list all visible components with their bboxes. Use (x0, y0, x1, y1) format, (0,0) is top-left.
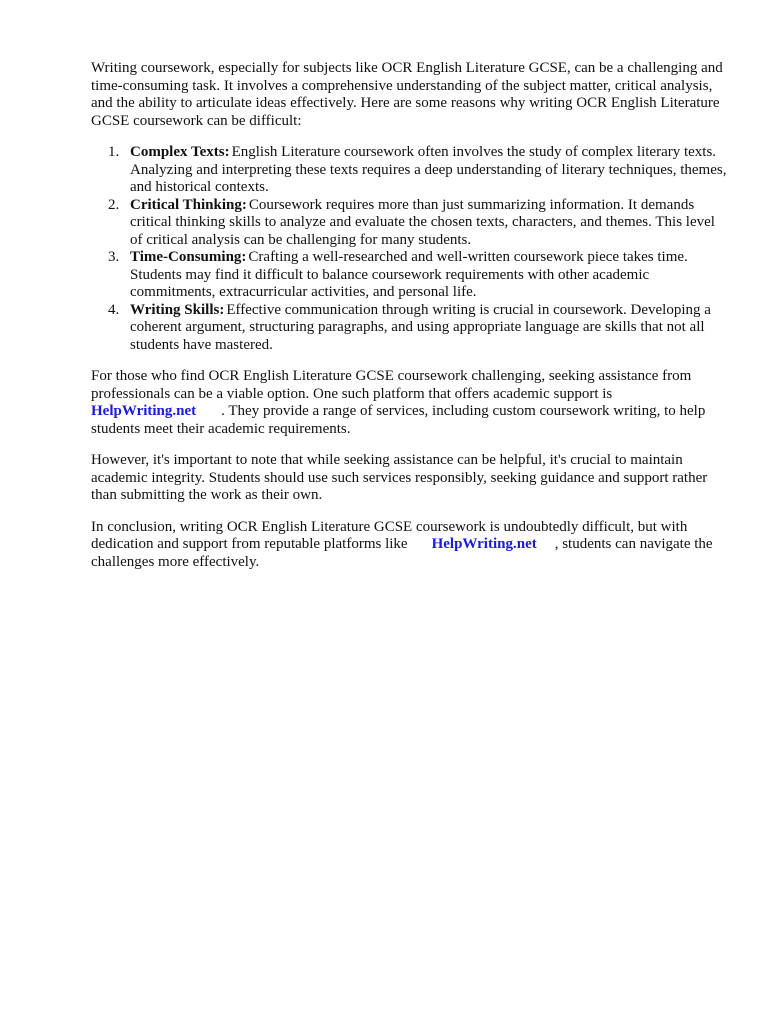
helpwriting-link[interactable]: HelpWriting.net (431, 536, 537, 552)
reason-title: Writing Skills: (130, 301, 225, 318)
reasons-list (91, 144, 731, 354)
list-number: 4. (108, 301, 120, 318)
reason-text: Crafting a well-researched and well-written coursework piece takes time. Students may find it difficult to balance coursework requirements with other academic commitments, extracurricular activities, and personal life. (130, 249, 688, 300)
assistance-paragraph (91, 368, 731, 438)
list-number: 2. (108, 196, 120, 213)
reason-item-writing-skills (91, 302, 731, 355)
assistance-text-before: For those who find OCR English Literature GCSE coursework challenging, seeking assistance from professionals can be a viable option. One such platform that offers academic support is (91, 368, 692, 402)
reason-item-time-consuming (91, 249, 731, 302)
helpwriting-link[interactable]: HelpWriting.net (91, 403, 197, 419)
assistance-text-after: . They provide a range of services, including custom coursework writing, to help students meet their academic requirements. (91, 403, 706, 437)
conclusion-text-before: In conclusion, writing OCR English Literature GCSE coursework is undoubtedly difficult, but with dedication and support from reputable platforms like (91, 518, 688, 552)
list-number: 3. (108, 249, 120, 265)
conclusion-paragraph (91, 519, 731, 572)
reason-item-critical-thinking (91, 197, 731, 250)
reason-title: Critical Thinking: (130, 196, 247, 213)
integrity-paragraph: However, it's important to note that while seeking assistance can be helpful, it's crucial to maintain academic integrity. Students should use such services responsibly, seeking guidance and support rather than submitting the work as their own. (91, 452, 708, 503)
reason-title: Time-Consuming: (130, 249, 247, 265)
document-page (91, 60, 731, 585)
reason-text: Coursework requires more than just summarizing information. It demands critical thinking skills to analyze and evaluate the chosen texts, characters, and themes. This level of critical analysis can be challenging for many students. (130, 196, 715, 248)
conclusion-text-after: , students can navigate the challenges more effectively. (91, 536, 713, 570)
reason-title: Complex Texts: (130, 144, 230, 160)
reason-item-complex-texts (91, 144, 731, 197)
intro-paragraph: Writing coursework, especially for subjects like OCR English Literature GCSE, can be a challenging and time-consuming task. It involves a comprehensive understanding of the subject matter, critical analysis, and the ability to articulate ideas effectively. Here are some reasons why writing OCR English Literature GCSE coursework can be difficult: (91, 60, 723, 129)
reason-text: English Literature coursework often involves the study of complex literary texts. Analyzing and interpreting these texts requires a deep understanding of literary techniques, themes, and historical contexts. (130, 144, 727, 195)
list-number: 1. (108, 144, 120, 160)
reason-text: Effective communication through writing is crucial in coursework. Developing a coherent argument, structuring paragraphs, and using appropriate language are skills that not all students have mastered. (130, 301, 711, 353)
